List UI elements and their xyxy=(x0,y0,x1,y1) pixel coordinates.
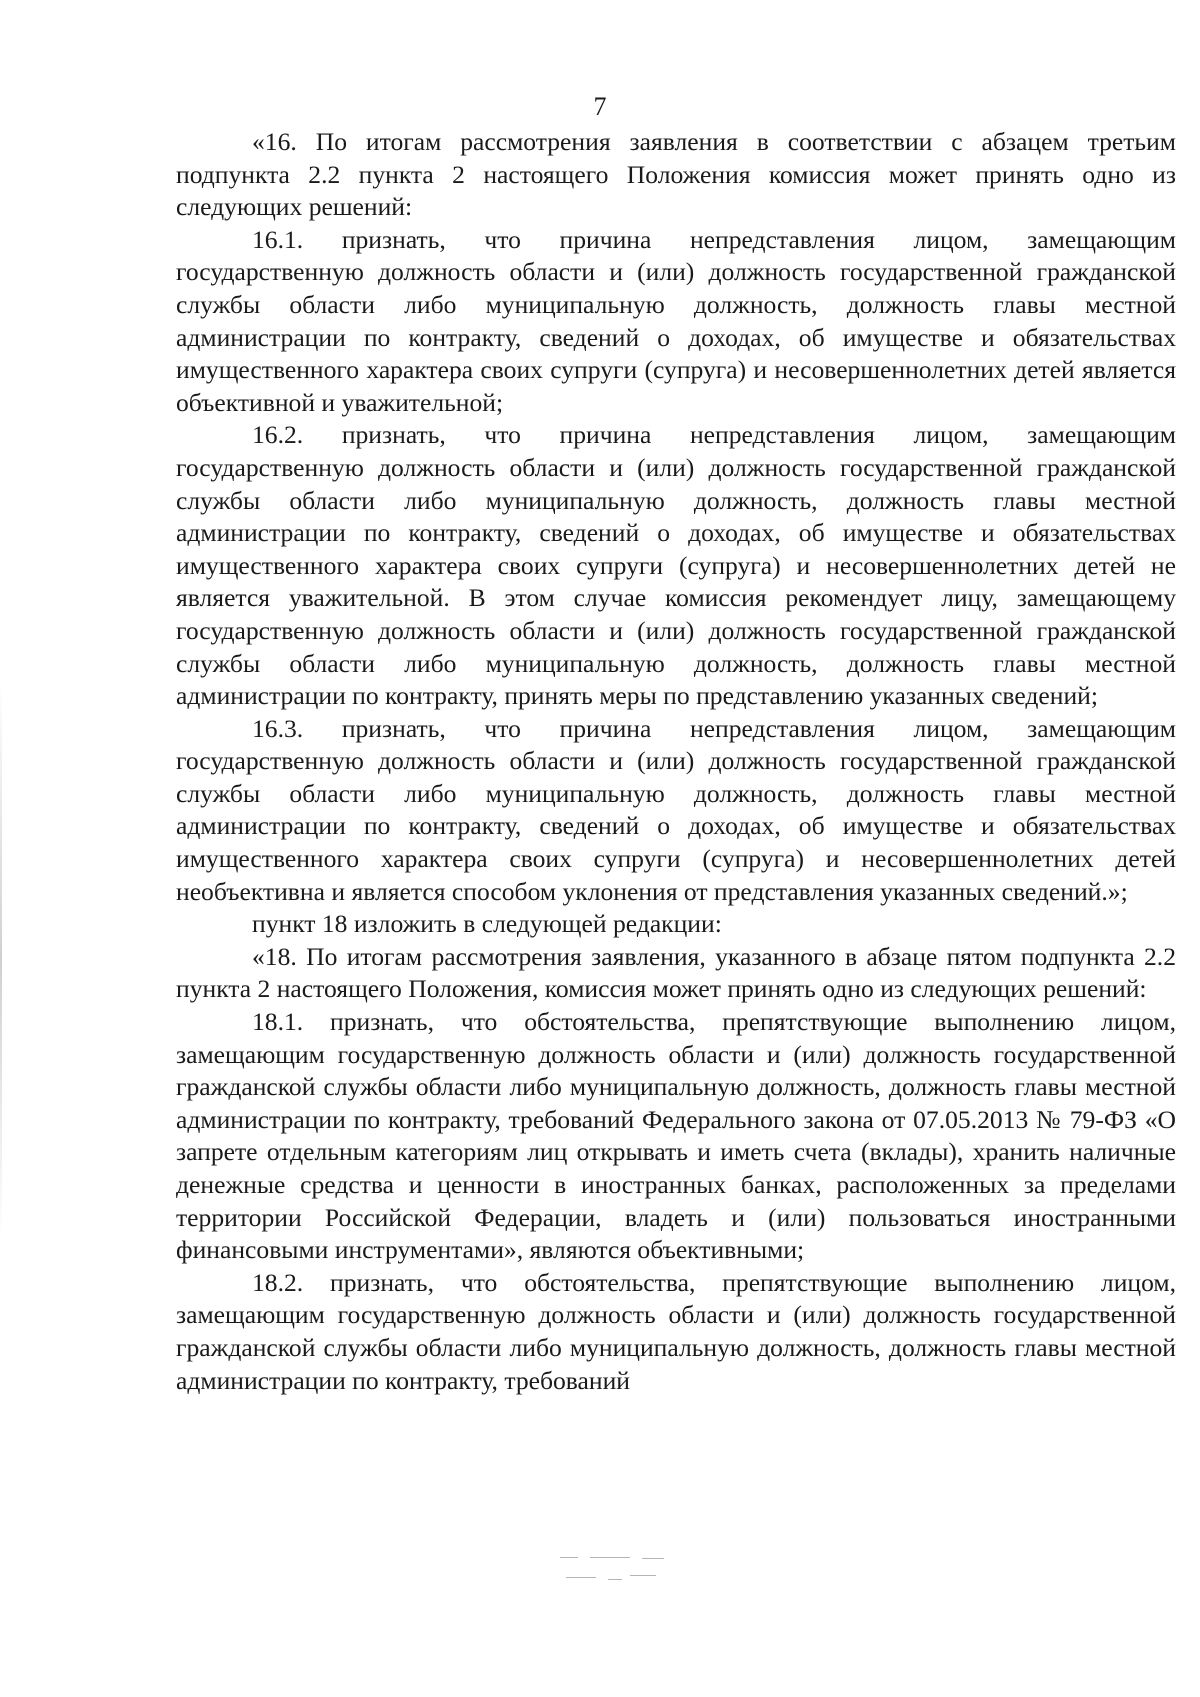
paragraph-16-1: 16.1. признать, что причина непредставления лицом, замещающим государственную должность области и (или) должность государственной гражданской службы области либо муниципальную должность, должность главы местной администрации по контракту, сведений о доходах, об имуществе и обязательствах имущественного характера своих супруги (супруга) и несовершеннолетних детей является объективной и уважительной; xyxy=(176,224,1176,417)
paragraph-16: «16. По итогам рассмотрения заявления в соответствии с абзацем третьим подпункта 2.2 пункта 2 настоящего Положения комиссия может принять одно из следующих решений: xyxy=(176,127,1176,222)
paragraph-18-2: 18.2. признать, что обстоятельства, препятствующие выполнению лицом, замещающим государственную должность области и (или) должность государственной гражданской службы области либо муниципальную должность, должность главы местной администрации по контракту, требований xyxy=(176,1267,1176,1395)
document-body xyxy=(176,126,1176,1397)
scan-noise-artifact xyxy=(560,1555,680,1595)
paragraph-16-3: 16.3. признать, что причина непредставления лицом, замещающим государственную должность области и (или) должность государственной гражданской службы области либо муниципальную должность, должность главы местной администрации по контракту, сведений о доходах, об имуществе и обязательствах имущественного характера своих супруги (супруга) и несовершеннолетних детей необъективна и является способом уклонения от представления указанных сведений.»; xyxy=(176,713,1176,906)
page-number: 7 xyxy=(593,92,607,121)
scan-edge-artifact xyxy=(0,680,2,1240)
paragraph-16-2: 16.2. признать, что причина непредставления лицом, замещающим государственную должность области и (или) должность государственной гражданской службы области либо муниципальную должность, должность главы местной администрации по контракту, сведений о доходах, об имуществе и обязательствах имущественного характера своих супруги (супруга) и несовершеннолетних детей не является уважительной. В этом случае комиссия рекомендует лицу, замещающему государственную должность области и (или) должность государственной гражданской службы области либо муниципальную должность, должность главы местной администрации по контракту, принять меры по представлению указанных сведений; xyxy=(176,420,1176,711)
paragraph-18: «18. По итогам рассмотрения заявления, указанного в абзаце пятом подпункта 2.2 пункта 2 настоящего Положения, комиссия может принять одно из следующих решений: xyxy=(176,941,1176,1004)
paragraph-18-1: 18.1. признать, что обстоятельства, препятствующие выполнению лицом, замещающим государственную должность области и (или) должность государственной гражданской службы области либо муниципальную должность, должность главы местной администрации по контракту, требований Федерального закона от 07.05.2013 № 79-ФЗ «О запрете отдельным категориям лиц открывать и иметь счета (вклады), хранить наличные денежные средства и ценности в иностранных банках, расположенных за пределами территории Российской Федерации, владеть и (или) пользоваться иностранными финансовыми инструментами», являются объективными; xyxy=(176,1007,1176,1265)
paragraph-point-18-intro: пункт 18 изложить в следующей редакции: xyxy=(252,909,722,939)
